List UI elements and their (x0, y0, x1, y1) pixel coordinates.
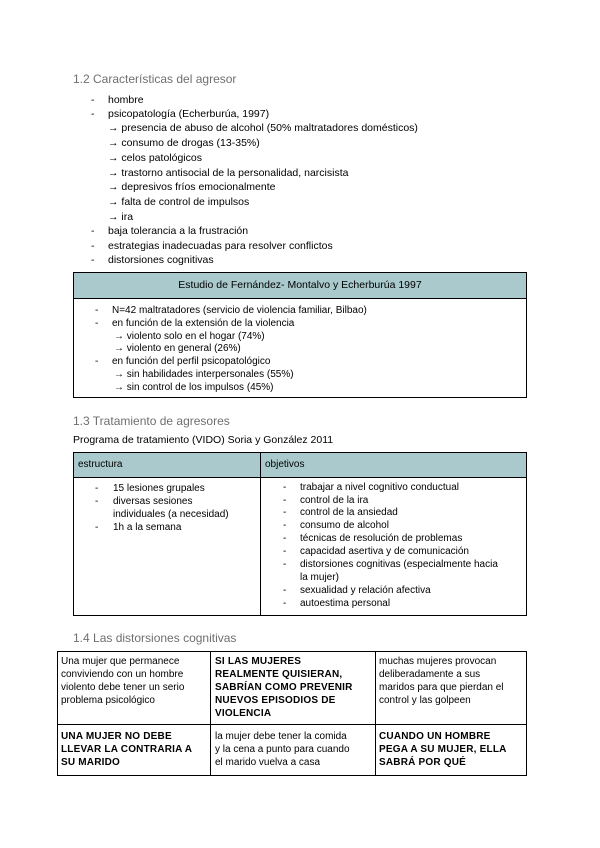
column-header-objetivos: objetivos (265, 459, 305, 470)
cell-line: PEGA A SU MUJER, ELLA (379, 744, 507, 755)
sub-item: → consumo de drogas (13-35%) (108, 137, 260, 149)
sub-item: → falta de control de impulsos (108, 196, 250, 208)
list-item: hombre (108, 94, 144, 106)
column-divider (260, 453, 261, 615)
cell-line: SABRÍAN COMO PREVENIR (215, 682, 353, 693)
objetivo-item: autoestima personal (300, 598, 391, 609)
objetivo-item: control de la ansiedad (300, 507, 398, 518)
grid-divider (210, 652, 211, 775)
bullet-dash: - (91, 108, 95, 120)
cell-line: y la cena a punto para cuando (215, 744, 350, 755)
study-sub-item: → violento en general (26%) (114, 343, 241, 354)
objetivo-item: consumo de alcohol (300, 520, 389, 531)
cell-line: muchas mujeres provocan (379, 656, 497, 667)
estructura-item: 1h a la semana (113, 522, 182, 533)
bullet-dash: - (283, 598, 287, 609)
bullet-dash: - (283, 559, 287, 570)
cell-line: SI LAS MUJERES (215, 656, 302, 667)
cell-line: el marido vuelva a casa (215, 757, 321, 768)
study-sub-item: → sin control de los impulsos (45%) (114, 382, 274, 393)
bullet-dash: - (283, 533, 287, 544)
bullet-dash: - (283, 520, 287, 531)
study-table-header: Estudio de Fernández- Montalvo y Echerburúa 1997 (74, 273, 526, 299)
objetivo-item: trabajar a nivel cognitivo conductual (300, 482, 459, 493)
cell-line: conviviendo con un hombre (61, 669, 184, 680)
bullet-dash: - (283, 495, 287, 506)
sub-item: → celos patológicos (108, 152, 202, 164)
study-item: N=42 maltratadores (servicio de violencia familiar, Bilbao) (112, 305, 367, 316)
cell-line: maridos para que pierdan el (379, 682, 504, 693)
study-item: en función de la extensión de la violencia (112, 318, 295, 329)
study-sub-item: → sin habilidades interpersonales (55%) (114, 369, 294, 380)
bullet-dash: - (95, 496, 99, 507)
bullet-dash: - (95, 305, 99, 316)
study-sub-item: → violento solo en el hogar (74%) (114, 331, 265, 342)
list-item: psicopatología (Echerburúa, 1997) (108, 108, 270, 120)
bullet-dash: - (283, 546, 287, 557)
grid-divider (58, 724, 526, 725)
cell-line: SU MARIDO (61, 757, 121, 768)
section-title-treatment: 1.3 Tratamiento de agresores (73, 414, 230, 428)
program-title: Programa de tratamiento (VIDO) Soria y González 2011 (73, 434, 334, 446)
cell-line: problema psicológico (61, 695, 155, 706)
bullet-dash: - (91, 240, 95, 252)
objetivo-item: técnicas de resolución de problemas (300, 533, 463, 544)
list-item: distorsiones cognitivas (108, 254, 214, 266)
objetivo-item: capacidad asertiva y de comunicación (300, 546, 469, 557)
cell-line: SABRÁ POR QUÉ (379, 757, 467, 768)
cell-line: UNA MUJER NO DEBE (61, 731, 172, 742)
objetivo-item-cont: la mujer) (300, 572, 339, 583)
bullet-dash: - (95, 522, 99, 533)
sub-item: → presencia de abuso de alcohol (50% maltratadores domésticos) (108, 122, 418, 134)
section-title-distortions: 1.4 Las distorsiones cognitivas (73, 631, 237, 645)
cell-line: REALMENTE QUISIERAN, (215, 669, 343, 680)
sub-item: → depresivos fríos emocionalmente (108, 181, 276, 193)
column-header-estructura: estructura (78, 459, 123, 470)
bullet-dash: - (95, 483, 99, 494)
cell-line: NUEVOS EPISODIOS DE (215, 695, 336, 706)
sub-item: → ira (108, 211, 134, 223)
cell-line: la mujer debe tener la comida (215, 731, 347, 742)
cell-line: CUANDO UN HOMBRE (379, 731, 491, 742)
objetivo-item: distorsiones cognitivas (especialmente hacia (300, 559, 498, 570)
estructura-item: 15 lesiones grupales (113, 483, 205, 494)
objetivo-item: control de la ira (300, 495, 369, 506)
bullet-dash: - (91, 225, 95, 237)
bullet-dash: - (91, 94, 95, 106)
study-item: en función del perfil psicopatológico (112, 356, 271, 367)
bullet-dash: - (283, 585, 287, 596)
cell-line: control y las golpeen (379, 695, 471, 706)
bullet-dash: - (283, 507, 287, 518)
cell-line: LLEVAR LA CONTRARIA A (61, 744, 193, 755)
estructura-item-cont: individuales (a necesidad) (113, 509, 229, 520)
bullet-dash: - (283, 482, 287, 493)
section-title-characteristics: 1.2 Características del agresor (73, 72, 237, 86)
cell-line: VIOLENCIA (215, 708, 272, 719)
bullet-dash: - (95, 356, 99, 367)
list-item: estrategias inadecuadas para resolver conflictos (108, 240, 333, 252)
list-item: baja tolerancia a la frustración (108, 225, 249, 237)
objetivo-item: sexualidad y relación afectiva (300, 585, 431, 596)
cell-line: Una mujer que permanece (61, 656, 180, 667)
cell-line: violento debe tener un serio (61, 682, 185, 693)
estructura-item: diversas sesiones (113, 496, 193, 507)
bullet-dash: - (95, 318, 99, 329)
cell-line: deliberadamente a sus (379, 669, 481, 680)
sub-item: → trastorno antisocial de la personalidad, narcisista (108, 167, 349, 179)
bullet-dash: - (91, 254, 95, 266)
grid-divider (375, 652, 376, 775)
